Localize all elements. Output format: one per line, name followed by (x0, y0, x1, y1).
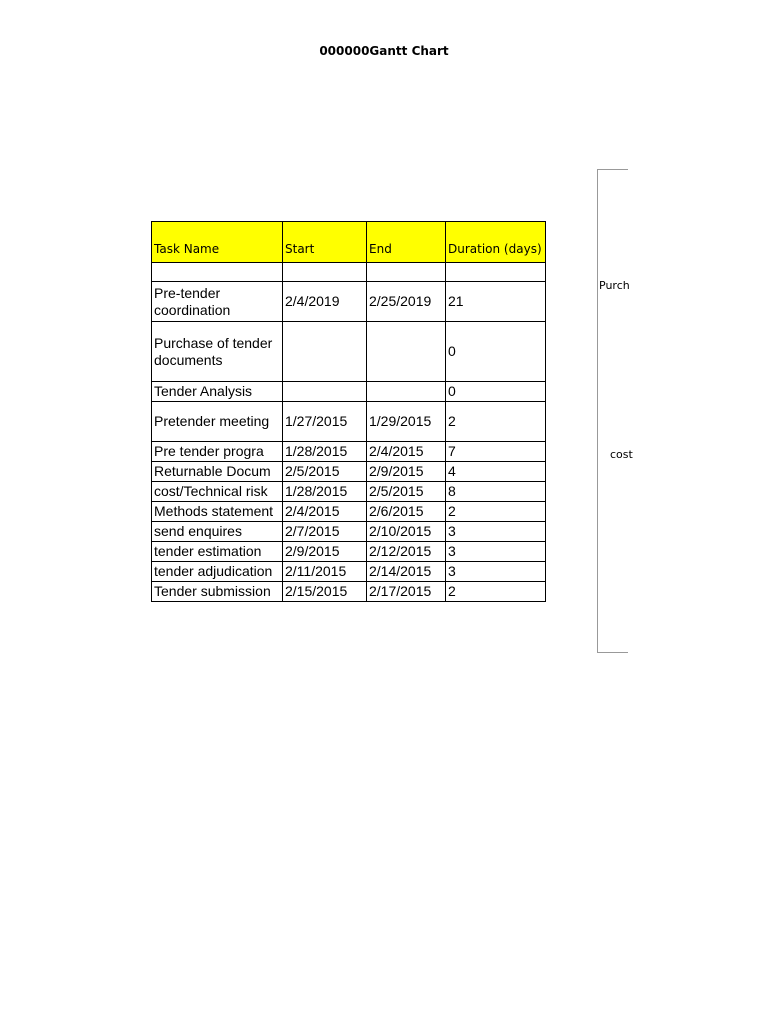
cell-start[interactable]: 2/9/2015 (283, 542, 367, 562)
cell-end[interactable]: 2/6/2015 (367, 502, 446, 522)
cell-duration[interactable] (446, 263, 546, 282)
cell-start[interactable]: 2/15/2015 (283, 582, 367, 602)
cell-task[interactable] (152, 263, 283, 282)
gantt-chart-frame (597, 169, 633, 653)
table-row (152, 282, 546, 322)
cell-task[interactable]: Tender Analysis (152, 382, 283, 402)
cell-end[interactable] (367, 382, 446, 402)
cell-duration[interactable]: 21 (446, 282, 546, 322)
cell-end[interactable]: 2/5/2015 (367, 482, 446, 502)
chart-task-label: cost (610, 448, 633, 461)
cell-start[interactable]: 2/7/2015 (283, 522, 367, 542)
cell-start[interactable]: 2/11/2015 (283, 562, 367, 582)
header-start: Start (283, 222, 367, 263)
cell-duration[interactable]: 3 (446, 562, 546, 582)
table-row (152, 582, 546, 602)
cell-duration[interactable]: 2 (446, 582, 546, 602)
task-table (151, 221, 546, 602)
table-row (152, 402, 546, 442)
cell-end[interactable]: 2/9/2015 (367, 462, 446, 482)
cell-task[interactable]: send enquires (152, 522, 283, 542)
table-row (152, 542, 546, 562)
header-task-name: Task Name (152, 222, 283, 263)
cell-task[interactable]: Methods statement (152, 502, 283, 522)
cell-duration[interactable]: 3 (446, 542, 546, 562)
cell-duration[interactable]: 2 (446, 502, 546, 522)
header-duration: Duration (days) (446, 222, 546, 263)
cell-duration[interactable]: 0 (446, 322, 546, 382)
cell-start[interactable]: 1/27/2015 (283, 402, 367, 442)
table-row (152, 322, 546, 382)
cell-duration[interactable]: 2 (446, 402, 546, 442)
table-row (152, 442, 546, 462)
table-row (152, 562, 546, 582)
cell-end[interactable]: 2/12/2015 (367, 542, 446, 562)
cell-start[interactable]: 2/5/2015 (283, 462, 367, 482)
cell-task[interactable]: Pre tender progra (152, 442, 283, 462)
cell-start[interactable]: 1/28/2015 (283, 442, 367, 462)
cell-end[interactable]: 2/17/2015 (367, 582, 446, 602)
cell-task[interactable]: Purchase of tender documents (152, 322, 283, 382)
cell-task[interactable]: Pretender meeting (152, 402, 283, 442)
cell-duration[interactable]: 3 (446, 522, 546, 542)
table-row (152, 522, 546, 542)
cell-start[interactable]: 2/4/2015 (283, 502, 367, 522)
table-header-row (152, 222, 546, 263)
cell-task[interactable]: tender adjudication (152, 562, 283, 582)
cell-start[interactable] (283, 382, 367, 402)
table-row (152, 462, 546, 482)
cell-end[interactable]: 2/25/2019 (367, 282, 446, 322)
table-row (152, 382, 546, 402)
cell-end[interactable]: 1/29/2015 (367, 402, 446, 442)
cell-task[interactable]: Tender submission (152, 582, 283, 602)
cell-end[interactable]: 2/10/2015 (367, 522, 446, 542)
cell-start[interactable]: 2/4/2019 (283, 282, 367, 322)
cell-start[interactable]: 1/28/2015 (283, 482, 367, 502)
cell-duration[interactable]: 8 (446, 482, 546, 502)
cell-task[interactable]: Returnable Docum (152, 462, 283, 482)
cell-duration[interactable]: 4 (446, 462, 546, 482)
cell-end[interactable] (367, 263, 446, 282)
cell-duration[interactable]: 0 (446, 382, 546, 402)
table-row (152, 263, 546, 282)
cell-end[interactable] (367, 322, 446, 382)
cell-end[interactable]: 2/14/2015 (367, 562, 446, 582)
table-row (152, 502, 546, 522)
cell-start[interactable] (283, 322, 367, 382)
cell-task[interactable]: cost/Technical risk (152, 482, 283, 502)
chart-task-label: Purch (599, 279, 630, 292)
cell-task[interactable]: Pre-tender coordination (152, 282, 283, 322)
cell-end[interactable]: 2/4/2015 (367, 442, 446, 462)
cell-start[interactable] (283, 263, 367, 282)
page-title: 000000Gantt Chart (319, 44, 449, 58)
cell-duration[interactable]: 7 (446, 442, 546, 462)
header-end: End (367, 222, 446, 263)
cell-task[interactable]: tender estimation (152, 542, 283, 562)
table-row (152, 482, 546, 502)
